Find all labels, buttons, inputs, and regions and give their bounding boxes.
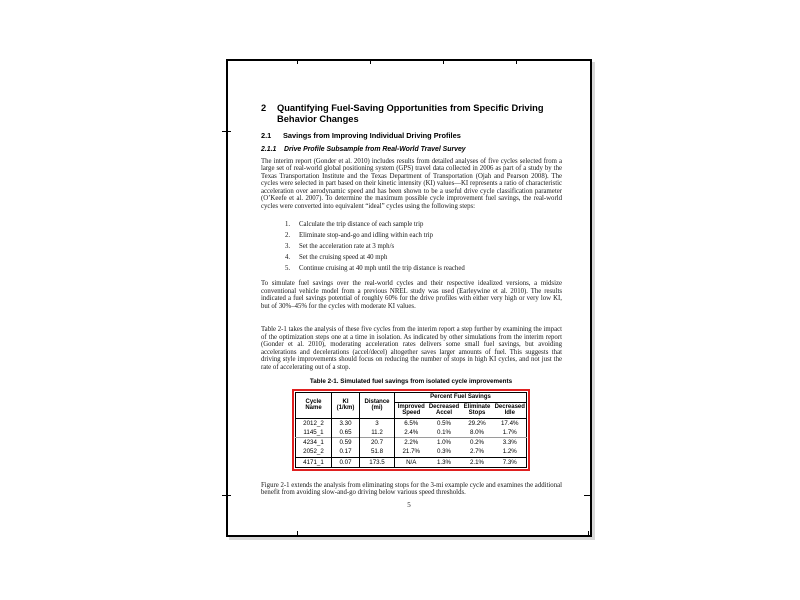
section-heading	[261, 103, 562, 124]
table-row: 2012_2 3.30 3 6.5% 0.5% 29.2% 17.4%	[296, 418, 527, 428]
list-number: 3.	[285, 243, 291, 250]
section-title: Quantifying Fuel-Saving Opportunities from Specific Driving Behavior Changes	[277, 103, 544, 124]
crop-mark	[516, 59, 517, 64]
section-number: 2	[261, 103, 267, 113]
crop-mark	[222, 495, 231, 496]
crop-mark	[443, 59, 444, 64]
page-number: 5	[407, 501, 411, 509]
list-number: 2.	[285, 232, 291, 239]
list-text: Set the cruising speed at 40 mph	[299, 254, 388, 261]
list-number: 5.	[285, 265, 291, 272]
table-row: 4171_1 0.07 173.5 N/A 1.3% 2.1% 7.3%	[296, 457, 527, 467]
crop-mark	[297, 531, 298, 537]
page-content	[261, 103, 562, 497]
col-header-decreased-idle: Decreased Idle	[494, 403, 525, 417]
savings-table	[295, 392, 527, 468]
list-text: Calculate the trip distance of each sample trip	[299, 221, 424, 228]
subsection-heading	[261, 132, 562, 140]
col-header-eliminate-stops: Eliminate Stops	[463, 403, 491, 417]
list-number: 4.	[285, 254, 291, 261]
col-header-decreased-accel: Decreased Accel	[428, 403, 460, 417]
document-page	[226, 59, 592, 537]
table-caption: Table 2-1. Simulated fuel savings from isolated cycle improvements	[309, 378, 513, 385]
crop-mark	[297, 59, 298, 64]
steps-list	[261, 219, 562, 274]
table-row: 4234_1 0.59 20.7 2.2% 1.0% 0.2% 3.3%	[296, 438, 527, 448]
col-header-group-percent-fuel-savings: Percent Fuel Savings	[395, 393, 527, 403]
list-item	[261, 252, 562, 263]
subsection-title: Savings from Improving Individual Driving Profiles	[283, 131, 461, 140]
body-paragraph-2: To simulate fuel savings over the real-world cycles and their respective idealized versions, a midsize conventional vehicle model from a previous NREL study was used (Earleywine et al. 2010). The results indicated a fuel savings potential of roughly 60% for the drive profiles with either very high or very low KI, but of 30%–45% for the cycles with moderate KI values.	[261, 280, 562, 310]
col-header-improved-speed: Improved Speed	[397, 403, 425, 417]
subsubsection-heading	[261, 146, 562, 154]
crop-mark	[222, 131, 231, 132]
body-paragraph-3: Table 2-1 takes the analysis of these five cycles from the interim report a step further by examining the impact of the optimization steps one at a time in isolation. As indicated by other simulations from the interim report (Gonder et al. 2010), moderating acceleration rates delivers some small fuel savings, but avoiding accelerations and decelerations (accel/decel) altogether saves larger amounts of fuel. This suggests that driving style improvements should focus on reducing the number of stops in high KI cycles, and not just the rate of accelerating out of a stop.	[261, 326, 562, 371]
list-item	[261, 241, 562, 252]
table-row: 2052_2 0.17 51.8 21.7% 0.3% 2.7% 1.2%	[296, 447, 527, 457]
col-header-distance: Distance (mi)	[360, 393, 395, 419]
table-row: 1145_1 0.65 11.2 2.4% 0.1% 8.0% 1.7%	[296, 428, 527, 438]
table-highlight-box	[292, 389, 530, 471]
crop-mark	[370, 59, 371, 64]
subsubsection-title: Drive Profile Subsample from Real-World Travel Survey	[284, 146, 466, 153]
col-header-ki: KI (1/km)	[332, 393, 360, 419]
table-header	[296, 393, 527, 419]
list-text: Continue cruising at 40 mph until the trip distance is reached	[299, 265, 465, 272]
list-text: Eliminate stop-and-go and idling within each trip	[299, 232, 434, 239]
subsubsection-number: 2.1.1	[261, 146, 277, 153]
list-number: 1.	[285, 221, 291, 228]
crop-mark	[584, 495, 591, 496]
crop-mark	[588, 531, 589, 537]
subsection-number: 2.1	[261, 131, 272, 140]
body-paragraph-1: The interim report (Gonder et al. 2010) includes results from detailed analyses of five cycles selected from a large set of real-world global positioning system (GPS) travel data collected in 2006 as part of a study by the Texas Transportation Institute and the Texas Department of Transportation (Ojah and Pearson 2008). The cycles were selected in part based on their kinetic intensity (KI) values—KI represents a ratio of characteristic acceleration over aerodynamic speed and has been shown to be a useful drive cycle classification parameter (O’Keefe et al. 2007). To determine the maximum possible cycle improvement fuel savings, the real-world cycles were converted into equivalent “ideal” cycles using the following steps:	[261, 157, 562, 210]
body-paragraph-4: Figure 2-1 extends the analysis from eliminating stops for the 3-mi example cycle and examines the additional benefit from avoiding slow-and-go driving below various speed thresholds.	[261, 481, 562, 497]
list-item	[261, 263, 562, 274]
list-text: Set the acceleration rate at 3 mph/s	[299, 243, 395, 250]
list-item	[261, 219, 562, 230]
col-header-cycle-name: Cycle Name	[296, 393, 332, 419]
list-item	[261, 230, 562, 241]
